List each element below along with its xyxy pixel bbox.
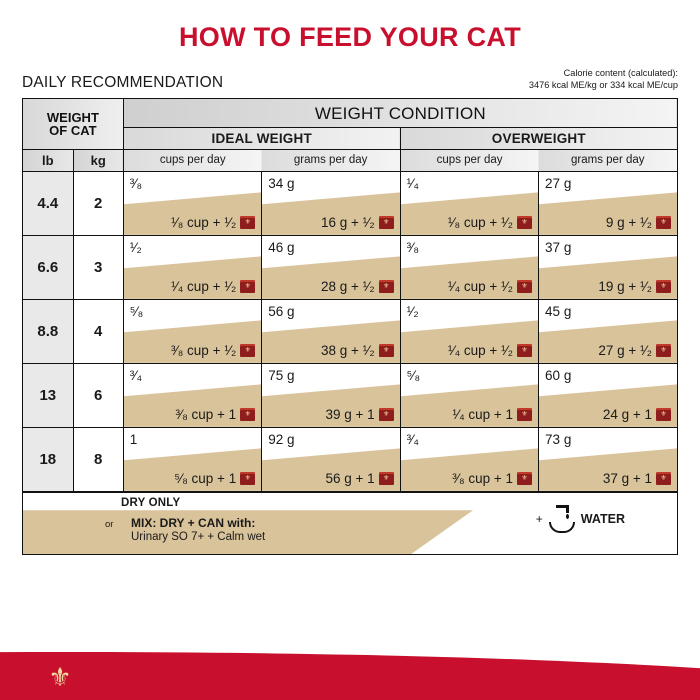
mix-value [325, 471, 393, 486]
table-header-row-1 [23, 99, 677, 128]
royal-canin-crown-icon: ⚜ [48, 662, 72, 692]
mix-value-text: 16 g + ¹⁄₂ [320, 214, 375, 230]
cell-over-cups [400, 363, 538, 427]
cat-food-can-icon: ⚜ [656, 408, 671, 421]
cell-ideal-grams [262, 171, 400, 235]
dry-value: ³⁄₈ [406, 239, 419, 255]
footer-brand-band [0, 652, 700, 700]
mix-value [598, 343, 671, 358]
cell-over-cups [400, 299, 538, 363]
or-label: or [105, 518, 114, 530]
mix-value [598, 279, 671, 294]
dry-value: 92 g [268, 431, 295, 447]
cat-food-can-icon: ⚜ [517, 408, 532, 421]
table-row [23, 363, 677, 427]
cat-food-can-icon: ⚜ [517, 344, 532, 357]
dry-value: ³⁄₈ [129, 175, 143, 191]
subhead-row [0, 53, 700, 96]
cell-ideal-grams [262, 427, 400, 491]
dry-value: 45 g [545, 303, 572, 319]
mix-label-line-1: MIX: DRY + CAN with: [131, 515, 256, 530]
table-row [23, 171, 677, 235]
cell-weight-lb: 6.6 [23, 235, 73, 299]
mix-value-text: ¹⁄₄ cup + ¹⁄₂ [171, 278, 237, 294]
cell-over-grams [539, 363, 677, 427]
dry-value: ¹⁄₂ [129, 239, 142, 255]
header-weight-of-cat [23, 99, 123, 150]
dry-value: 56 g [268, 303, 295, 319]
cat-food-can-icon: ⚜ [379, 216, 394, 229]
cell-weight-kg: 2 [73, 171, 123, 235]
cat-food-can-icon: ⚜ [656, 344, 671, 357]
cell-weight-lb: 13 [23, 363, 73, 427]
calorie-content-note [529, 67, 678, 92]
water-bowl-tap-icon [549, 505, 575, 533]
cat-food-can-icon: ⚜ [517, 472, 532, 485]
cell-weight-kg: 4 [73, 299, 123, 363]
water-label: WATER [580, 511, 625, 526]
header-over-cups-per-day: cups per day [400, 149, 538, 171]
dry-only-label: DRY ONLY [121, 496, 181, 509]
mix-value-text: ¹⁄₄ cup + 1 [452, 406, 514, 422]
header-weight-line-2: OF CAT [49, 123, 97, 139]
cat-food-can-icon: ⚜ [379, 344, 394, 357]
dry-value: 60 g [545, 367, 572, 383]
mix-value-text: ⁵⁄₈ cup + 1 [174, 470, 237, 486]
dry-value: ³⁄₄ [406, 431, 419, 447]
mix-value [452, 407, 532, 422]
mix-value-text: 27 g + ¹⁄₂ [598, 342, 652, 358]
plus-sign: + [535, 511, 543, 526]
dry-value: ¹⁄₄ [406, 175, 419, 191]
cell-weight-lb: 18 [23, 427, 73, 491]
cat-food-can-icon: ⚜ [240, 280, 255, 293]
cell-ideal-cups [123, 235, 261, 299]
cell-over-grams [539, 427, 677, 491]
mix-value-text: ³⁄₈ cup + ¹⁄₂ [170, 342, 237, 358]
header-ideal-grams-per-day: grams per day [262, 149, 400, 171]
feeding-legend-strip [22, 493, 678, 555]
dry-value: 73 g [545, 431, 572, 447]
cell-ideal-grams [262, 235, 400, 299]
cell-ideal-cups [123, 363, 261, 427]
cell-ideal-grams [262, 363, 400, 427]
mix-value [452, 471, 532, 486]
cell-ideal-cups [123, 299, 261, 363]
mix-value-text: ¹⁄₄ cup + ¹⁄₂ [447, 342, 514, 358]
cat-food-can-icon: ⚜ [656, 280, 671, 293]
mix-value-text: ³⁄₈ cup + 1 [452, 470, 514, 486]
mix-value [606, 215, 671, 230]
mix-value-text: ¹⁄₈ cup + ¹⁄₂ [447, 214, 514, 230]
mix-value [171, 343, 255, 358]
cell-weight-lb: 8.8 [23, 299, 73, 363]
daily-recommendation-label: DAILY RECOMMENDATION [22, 73, 224, 91]
cat-food-can-icon: ⚜ [656, 216, 671, 229]
mix-value [174, 471, 255, 486]
mix-value [171, 215, 255, 230]
page-title: HOW TO FEED YOUR CAT [178, 22, 521, 52]
cat-food-can-icon: ⚜ [379, 280, 394, 293]
dry-value: ³⁄₄ [129, 367, 143, 383]
cell-weight-kg: 8 [73, 427, 123, 491]
table-row [23, 299, 677, 363]
mix-value [321, 343, 394, 358]
cat-food-can-icon: ⚜ [517, 216, 532, 229]
mix-value [603, 471, 671, 486]
dry-value: 75 g [268, 367, 295, 383]
cell-weight-kg: 3 [73, 235, 123, 299]
cell-ideal-grams [262, 299, 400, 363]
mix-value-text: 39 g + 1 [325, 406, 375, 422]
cat-food-can-icon: ⚜ [240, 344, 255, 357]
cat-food-can-icon: ⚜ [240, 216, 255, 229]
cell-over-cups [400, 427, 538, 491]
mix-value [448, 215, 532, 230]
cell-weight-lb: 4.4 [23, 171, 73, 235]
mix-value [603, 407, 671, 422]
header-group-ideal-weight: IDEAL WEIGHT [123, 127, 400, 149]
dry-value: ⁵⁄₈ [406, 367, 421, 383]
cell-over-grams [539, 299, 677, 363]
mix-value [321, 215, 394, 230]
feeding-table-wrapper [22, 98, 678, 493]
cell-over-cups [400, 235, 538, 299]
dry-value: 37 g [545, 239, 572, 255]
mix-label-line-2: Urinary SO 7+ + Calm wet [131, 530, 266, 543]
table-row [23, 427, 677, 491]
header-over-grams-per-day: grams per day [539, 149, 677, 171]
cell-over-grams [539, 235, 677, 299]
dry-value: 46 g [268, 239, 295, 255]
mix-value [321, 279, 394, 294]
cat-food-can-icon: ⚜ [379, 472, 394, 485]
header-unit-lb: lb [23, 149, 73, 171]
dry-value: ¹⁄₂ [406, 303, 419, 319]
mix-value [175, 407, 255, 422]
header-group-overweight: OVERWEIGHT [400, 127, 677, 149]
mix-value-text: ¹⁄₄ cup + ¹⁄₂ [447, 278, 514, 294]
header-unit-kg: kg [73, 149, 123, 171]
calorie-line-1: Calorie content (calculated): [563, 68, 678, 78]
mix-value-text: 28 g + ¹⁄₂ [320, 278, 375, 294]
cat-food-can-icon: ⚜ [240, 408, 255, 421]
cat-food-can-icon: ⚜ [517, 280, 532, 293]
header-weight-line-1: WEIGHT [46, 109, 99, 125]
header-ideal-cups-per-day: cups per day [123, 149, 261, 171]
mix-value-text: ¹⁄₈ cup + ¹⁄₂ [170, 214, 237, 230]
header-weight-condition: WEIGHT CONDITION [123, 99, 677, 128]
mix-value-text: 56 g + 1 [325, 470, 375, 486]
mix-value-text: 37 g + 1 [602, 470, 652, 486]
mix-value-text: 38 g + ¹⁄₂ [320, 342, 375, 358]
feeding-table [23, 99, 677, 492]
cell-over-cups [400, 171, 538, 235]
table-row [23, 235, 677, 299]
cat-food-can-icon: ⚜ [656, 472, 671, 485]
cell-ideal-cups [123, 171, 261, 235]
mix-value-text: 9 g + ¹⁄₂ [605, 214, 652, 230]
cell-over-grams [539, 171, 677, 235]
cat-food-can-icon: ⚜ [240, 472, 255, 485]
mix-value [448, 279, 532, 294]
mix-value-text: 24 g + 1 [602, 406, 652, 422]
water-note [536, 505, 625, 533]
cell-ideal-cups [123, 427, 261, 491]
mix-value-text: 19 g + ¹⁄₂ [598, 278, 652, 294]
cat-food-can-icon: ⚜ [379, 408, 394, 421]
mix-value-text: ³⁄₈ cup + 1 [175, 406, 237, 422]
dry-value: 27 g [545, 175, 572, 191]
mix-value [448, 343, 532, 358]
mix-value [325, 407, 393, 422]
cell-weight-kg: 6 [73, 363, 123, 427]
mix-value [171, 279, 255, 294]
dry-value: ⁵⁄₈ [129, 303, 144, 319]
table-header-row-3 [23, 149, 677, 171]
calorie-line-2: 3476 kcal ME/kg or 334 kcal ME/cup [528, 80, 678, 91]
dry-value: 34 g [268, 175, 295, 191]
dry-value: 1 [129, 431, 138, 447]
